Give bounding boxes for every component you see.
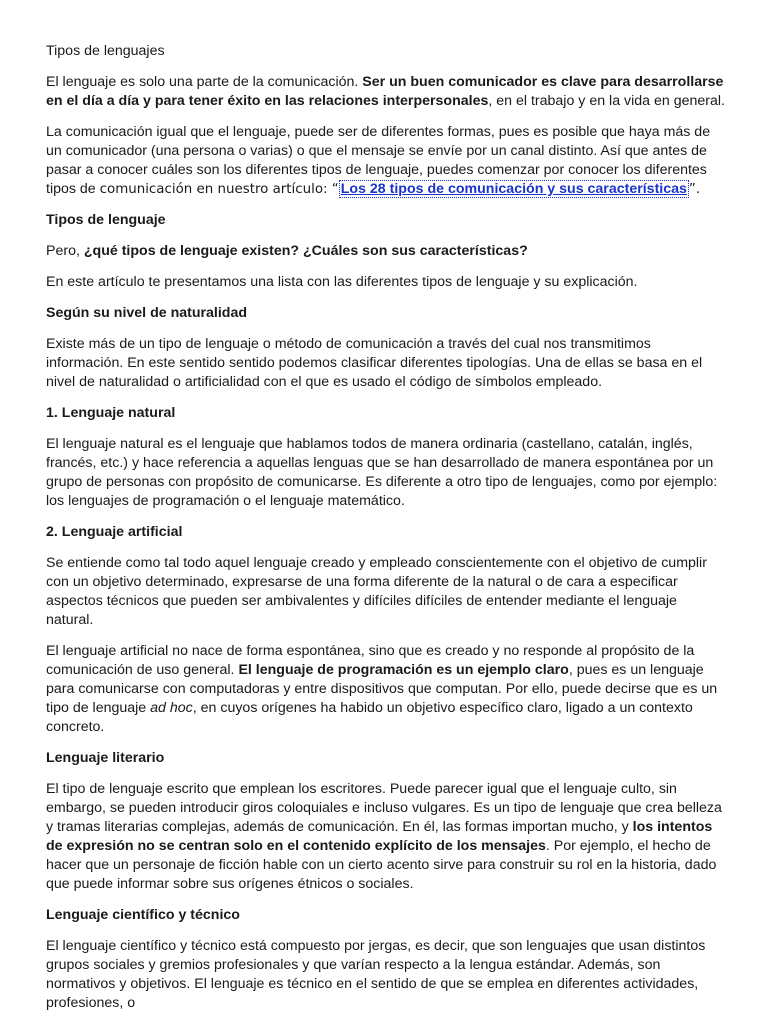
literario-bold-text: los intentos de expresión no se centran solo en el contenido explícito de los mensajes: [46, 819, 713, 854]
intro-bold-text: Ser un buen comunicador es clave para desarrollarse en el día a día y para tener éxito en las relaciones interpersonales: [46, 74, 724, 109]
intro-text: El lenguaje es solo una parte de la comunicación.: [46, 74, 363, 90]
artificial-bold-text: El lenguaje de programación es un ejemplo claro: [238, 662, 569, 678]
literario-text: El tipo de lenguaje escrito que emplean los escritores. Puede parecer igual que el lenguaje culto, sin embargo, se pueden introducir giros coloquiales e incluso vulgares. Es un tipo de lenguaje que crea belleza y tramas literarias complejas, además de comunicación. En él, las formas importan mucho, y: [46, 781, 722, 835]
section-heading-tipos: Tipos de lenguaje: [46, 212, 166, 228]
communication-text: La comunicación igual que el lenguaje, puede ser de diferentes formas, pues es posible que haya más de un comunicador (una persona o varias) o que el mensaje se envíe por un canal distinto. Así que antes de pasar a conocer cuáles son los diferentes tipos de lenguaje, puedes comenzar por conocer los diferentes tipos de: [46, 124, 711, 197]
section-heading-naturalidad: Según su nivel de naturalidad: [46, 305, 248, 321]
literario-paragraph: [46, 780, 726, 894]
question-bold-text: ¿qué tipos de lenguaje existen? ¿Cuáles son sus características?: [83, 243, 528, 259]
artificial-paragraph-2: [46, 642, 726, 737]
cientifico-paragraph: El lenguaje científico y técnico está compuesto por jergas, es decir, que son lenguajes que usan distintos grupos sociales y gremios profesionales y que varían respecto a la lengua estándar. Además, son normativos y objetivos. El lenguaje es técnico en el sentido de que se emplea en diferentes actividades, profesiones, o: [46, 938, 706, 1011]
intro-paragraph: [46, 73, 726, 111]
literario-text-end: . Por ejemplo, el hecho de hacer que un personaje de ficción hable con un cierto acento sirve para construir su rol en la historia, dado que puede informar sobre sus orígenes étnicos o sociales.: [46, 838, 717, 892]
naturalidad-paragraph: Existe más de un tipo de lenguaje o método de comunicación a través del cual nos transmitimos información. En este sentido sentido podemos clasificar diferentes tipologías. Una de ellas se basa en el nivel de naturalidad o artificialidad con el que es usado el código de símbolos empleado.: [46, 336, 703, 390]
artificial-text-mid: , pues es un lenguaje para comunicarse con computadoras y entre dispositivos que computan. Por ello, puede decirse que es un tipo de lenguaje: [46, 662, 718, 716]
communication-text-end: comunicación en nuestro artículo: “: [99, 182, 339, 197]
question-text: Pero,: [46, 243, 84, 259]
communication-paragraph: [46, 123, 726, 199]
heading-lenguaje-natural: 1. Lenguaje natural: [46, 405, 176, 421]
heading-lenguaje-cientifico: Lenguaje científico y técnico: [46, 907, 240, 923]
document-page: [46, 42, 726, 1025]
heading-lenguaje-artificial: 2. Lenguaje artificial: [46, 524, 183, 540]
intro-text-end: , en el trabajo y en la vida en general.: [488, 93, 725, 109]
document-title: Tipos de lenguajes: [46, 43, 165, 59]
artificial-italic-text: ad hoc: [150, 700, 193, 716]
question-paragraph: [46, 242, 726, 261]
list-intro-paragraph: En este artículo te presentamos una lista con las diferentes tipos de lenguaje y su explicación.: [46, 274, 638, 290]
artificial-text: El lenguaje artificial no nace de forma espontánea, sino que es creado y no responde al propósito de la comunicación de uso general.: [46, 643, 695, 678]
heading-lenguaje-literario: Lenguaje literario: [46, 750, 165, 766]
artificial-text-end: , en cuyos orígenes ha habido un objetivo específico claro, ligado a un contexto concreto.: [46, 700, 693, 735]
article-link[interactable]: Los 28 tipos de comunicación y sus características: [340, 181, 687, 197]
natural-paragraph: El lenguaje natural es el lenguaje que hablamos todos de manera ordinaria (castellano, catalán, inglés, francés, etc.) y hace referencia a aquellas lenguas que se han desarrollado de manera espontánea por un grupo de personas con propósito de comunicarse. Es diferente a otro tipo de lenguajes, como por ejemplo: los lenguajes de programación o el lenguaje matemático.: [46, 436, 718, 509]
communication-after-link: ”.: [688, 182, 701, 197]
artificial-paragraph-1: Se entiende como tal todo aquel lenguaje creado y empleado conscientemente con el objetivo de cumplir con un objetivo determinado, expresarse de una forma diferente de la natural o de cara a especificar aspectos técnicos que pueden ser ambivalentes y difíciles difíciles de entender mediante el lenguaje natural.: [46, 555, 707, 628]
